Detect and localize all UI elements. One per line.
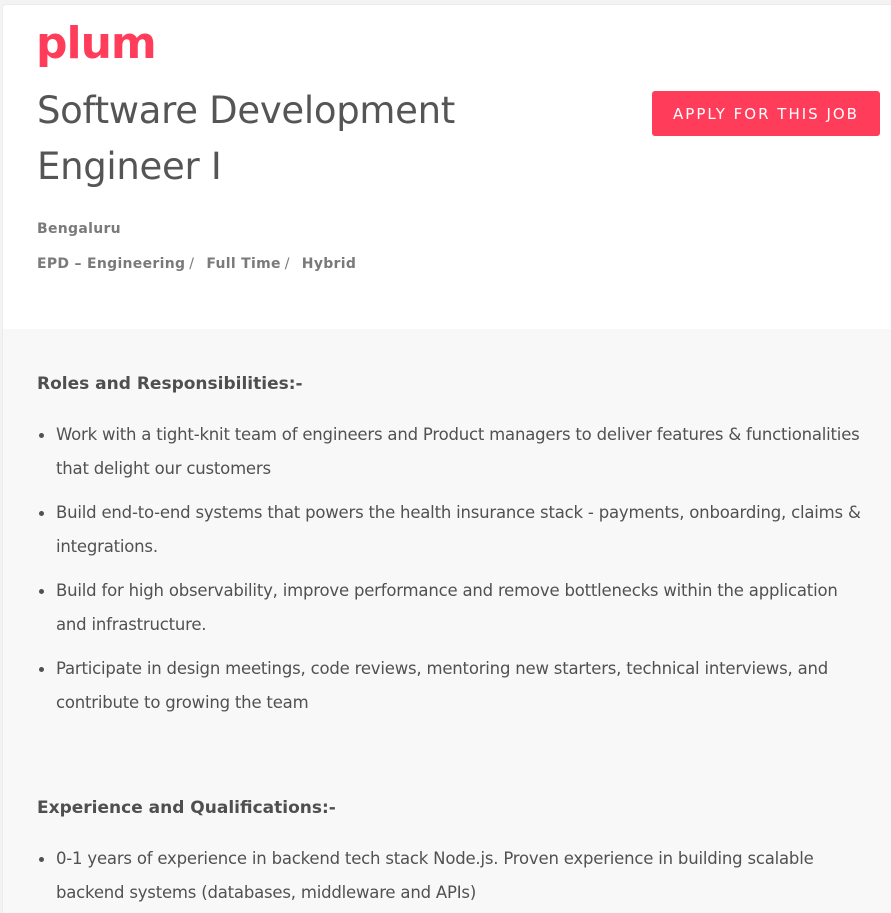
list-item: Work with a tight-knit team of engineers and Product managers to deliver features & functionalities that delight our customers [37, 418, 867, 486]
job-description [3, 329, 891, 913]
category-workplace: Hybrid [301, 256, 357, 272]
category-separator: / [189, 256, 195, 272]
apply-for-job-button[interactable]: APPLY FOR THIS JOB [652, 91, 880, 136]
category-department: EPD – Engineering [37, 256, 186, 272]
category-commitment: Full Time [206, 256, 281, 272]
job-title: Software Development Engineer I [37, 89, 455, 188]
category-separator: / [284, 256, 290, 272]
section-title-experience: Experience and Qualifications:- [37, 798, 336, 818]
job-location: Bengaluru [37, 221, 121, 237]
job-categories [37, 256, 356, 272]
section-title-roles: Roles and Responsibilities:- [37, 374, 303, 394]
plum-logo[interactable]: plum [36, 18, 156, 69]
job-header [3, 5, 891, 329]
experience-list [37, 842, 867, 913]
list-item: 0-1 years of experience in backend tech stack Node.js. Proven experience in building scalable backend systems (databases, middleware and APIs) [37, 842, 867, 910]
job-posting-page [2, 4, 891, 913]
list-item: Participate in design meetings, code reviews, mentoring new starters, technical interviews, and contribute to growing the team [37, 652, 867, 720]
list-item: Build end-to-end systems that powers the health insurance stack - payments, onboarding, claims & integrations. [37, 496, 867, 564]
list-item: Build for high observability, improve performance and remove bottlenecks within the application and infrastructure. [37, 574, 867, 642]
roles-list [37, 418, 867, 730]
